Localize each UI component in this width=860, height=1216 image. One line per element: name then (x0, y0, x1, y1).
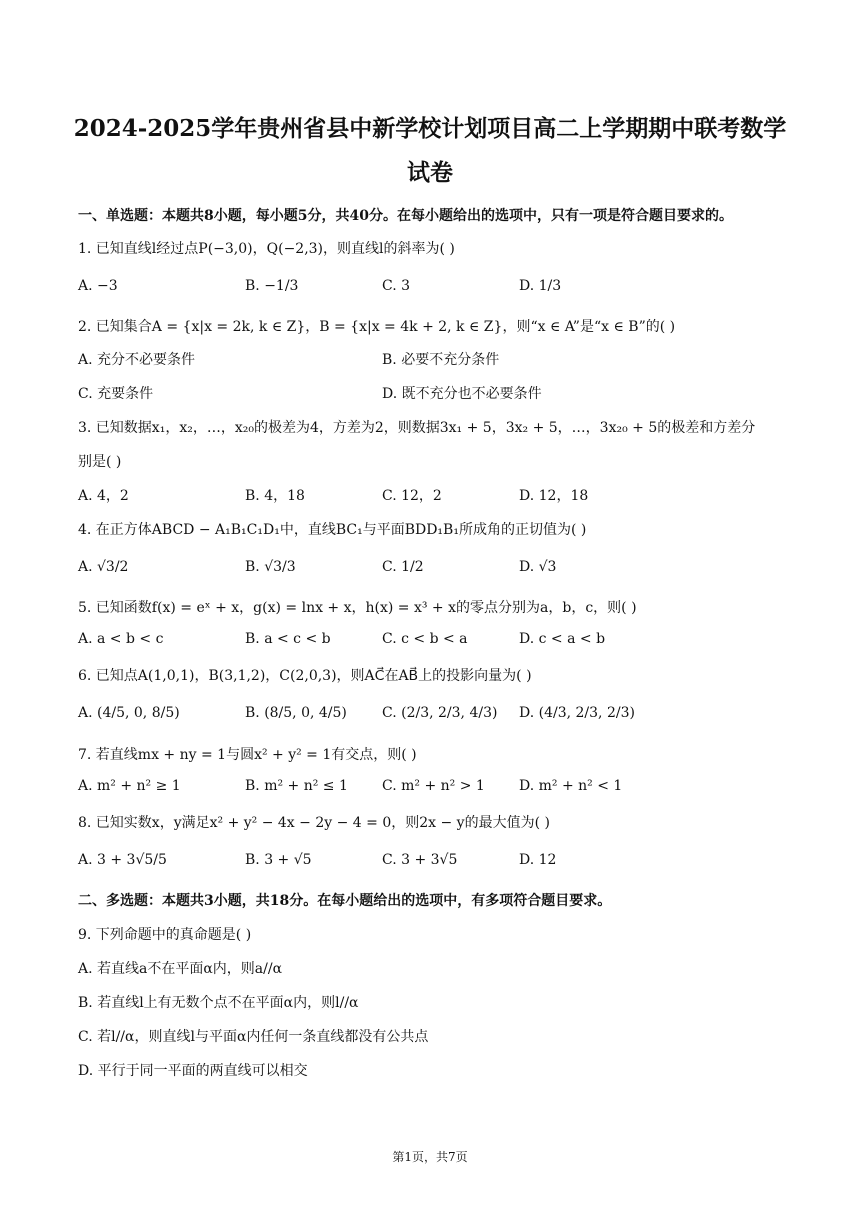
question-3-stem-continued: 别是( ) (78, 454, 122, 470)
question-4-option-a: A. √3/2 (78, 559, 129, 575)
question-3-option-b: B. 4，18 (245, 488, 305, 504)
question-5-option-b: B. a < c < b (245, 631, 331, 647)
question-4-option-d: D. √3 (519, 559, 557, 575)
page-footer: 第1页，共7页 (392, 1150, 468, 1164)
question-1-option-d: D. 1/3 (519, 278, 562, 294)
question-7-option-a: A. m² + n² ≥ 1 (78, 778, 181, 794)
question-1-option-b: B. −1/3 (245, 278, 299, 294)
question-1-option-c: C. 3 (382, 278, 411, 294)
question-9-option-a: A. 若直线a不在平面α内，则a//α (78, 961, 283, 977)
question-8-stem: 8. 已知实数x，y满足x² + y² − 4x − 2y − 4 = 0，则2x − y的最大值为( ) (78, 815, 550, 831)
question-2-stem: 2. 已知集合A = {x|x = 2k, k ∈ Z}，B = {x|x = 4k + 2, k ∈ Z}，则“x ∈ A”是“x ∈ B”的( ) (78, 319, 676, 335)
question-6-option-c: C. (2/3, 2/3, 4/3) (382, 705, 498, 721)
question-3-option-d: D. 12，18 (519, 488, 589, 504)
exam-title-line1: 2024-2025学年贵州省县中新学校计划项目高二上学期期中联考数学 (73, 115, 787, 142)
question-2-option-a: A. 充分不必要条件 (78, 352, 196, 368)
question-6-option-d: D. (4/3, 2/3, 2/3) (519, 705, 635, 721)
exam-title-line2: 试卷 (407, 159, 453, 186)
question-9-option-c: C. 若l//α，则直线l与平面α内任何一条直线都没有公共点 (78, 1029, 429, 1045)
question-8-option-b: B. 3 + √5 (245, 852, 312, 868)
question-7-option-d: D. m² + n² < 1 (519, 778, 623, 794)
question-2-option-c: C. 充要条件 (78, 386, 154, 402)
question-6-stem: 6. 已知点A(1,0,1)，B(3,1,2)，C(2,0,3)，则AC⃗在AB⃗上的投影向量为( ) (78, 668, 532, 684)
question-1-stem: 1. 已知直线l经过点P(−3,0)，Q(−2,3)，则直线l的斜率为( ) (78, 241, 455, 257)
question-3-stem: 3. 已知数据x₁，x₂，…，x₂₀的极差为4，方差为2，则数据3x₁ + 5，3x₂ + 5，…，3x₂₀ + 5的极差和方差分 (78, 420, 756, 436)
question-5-option-a: A. a < b < c (78, 631, 164, 647)
question-7-stem: 7. 若直线mx + ny = 1与圆x² + y² = 1有交点，则( ) (78, 747, 417, 763)
section-2-heading: 二、多选题：本题共3小题，共18分。在每小题给出的选项中，有多项符合题目要求。 (78, 893, 612, 909)
question-2-option-d: D. 既不充分也不必要条件 (382, 386, 542, 402)
question-8-option-a: A. 3 + 3√5/5 (78, 852, 167, 868)
question-5-stem: 5. 已知函数f(x) = eˣ + x，g(x) = lnx + x，h(x) = x³ + x的零点分别为a，b，c，则( ) (78, 600, 637, 616)
question-9-stem: 9. 下列命题中的真命题是( ) (78, 927, 252, 943)
question-8-option-c: C. 3 + 3√5 (382, 852, 458, 868)
question-7-option-b: B. m² + n² ≤ 1 (245, 778, 348, 794)
question-9-option-b: B. 若直线l上有无数个点不在平面α内，则l//α (78, 995, 359, 1011)
question-9-option-d: D. 平行于同一平面的两直线可以相交 (78, 1063, 308, 1079)
question-6-option-b: B. (8/5, 0, 4/5) (245, 705, 347, 721)
question-6-option-a: A. (4/5, 0, 8/5) (78, 705, 180, 721)
question-4-option-b: B. √3/3 (245, 559, 296, 575)
question-1-option-a: A. −3 (78, 278, 118, 294)
question-3-option-c: C. 12，2 (382, 488, 442, 504)
question-4-stem: 4. 在正方体ABCD − A₁B₁C₁D₁中，直线BC₁与平面BDD₁B₁所成角的正切值为( ) (78, 522, 587, 538)
question-8-option-d: D. 12 (519, 852, 557, 868)
question-2-option-b: B. 必要不充分条件 (382, 352, 500, 368)
section-1-heading: 一、单选题：本题共8小题，每小题5分，共40分。在每小题给出的选项中，只有一项是符合题目要求的。 (78, 208, 733, 224)
question-5-option-d: D. c < a < b (519, 631, 606, 647)
question-4-option-c: C. 1/2 (382, 559, 424, 575)
question-5-option-c: C. c < b < a (382, 631, 468, 647)
question-3-option-a: A. 4，2 (78, 488, 129, 504)
question-7-option-c: C. m² + n² > 1 (382, 778, 485, 794)
